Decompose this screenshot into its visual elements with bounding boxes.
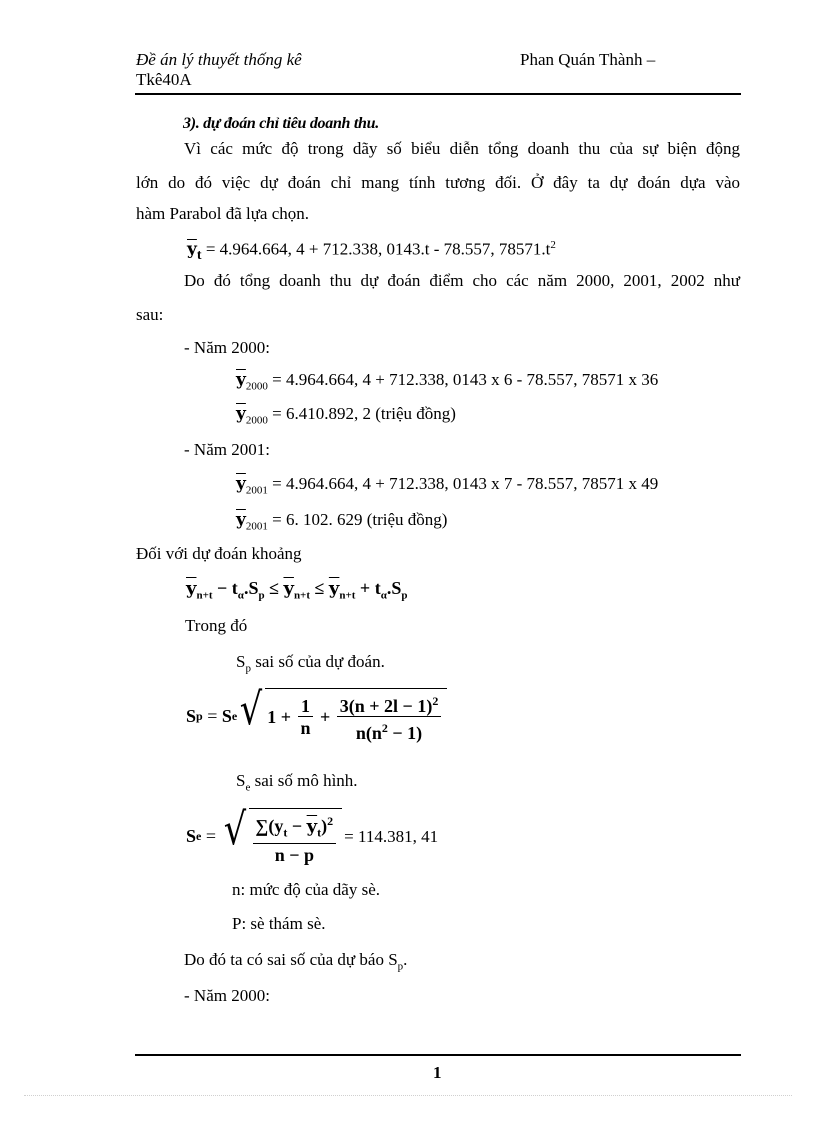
para1-line2: lớn do đó việc dự đoán chỉ mang tính tương đối. Ở đây ta dự đoán dựa vào	[136, 173, 740, 192]
para2-line1: Do đó tổng doanh thu dự đoán điểm cho các năm 2000, 2001, 2002 như	[184, 271, 740, 290]
formula-sp: S p = S e √ 1 + $\frac{1}{n}$ + $\frac{3(n + 2l - 1)^2}{n(n^2 - 1)}$	[186, 688, 447, 744]
header-class: Tkê40A	[136, 70, 192, 89]
sqrt-sign: √ 1 + $\frac{1}{n}$ + $\frac{3(n + 2l - 1)^2}{n(n^2 - 1)}$	[237, 688, 447, 744]
se-description: $S_e$ sai số mô hình.	[236, 771, 358, 794]
interval-formula: $\overline{y}_{n+t} - t_\alpha.S_p \le \overline{y}_{n+t} \le \overline{y}_{n+t} + t_\alpha.S_p$	[186, 578, 408, 602]
conclusion: Do đó ta có sai số của dự báo $S_p$.	[184, 950, 408, 973]
n-description: n: mức độ của dãy sè.	[232, 880, 381, 899]
trong-do: Trong đó	[185, 616, 248, 635]
year2001-eq1: $\overline{y}_{2001} = 4.964.664$, 4 + 712.338, 0143 x 7 - 78.557, 78571 x 49	[236, 474, 659, 497]
year2000-eq1: $\overline{y}_{2000} = 4.964.664$, 4 + 712.338, 0143 x 6 - 78.557, 78571 x 36	[236, 370, 659, 393]
formula-se: S e = √ $\frac{\sum(y_t - \overline{y}_t)^2}{n - p}$ = 114.381, 41	[186, 804, 439, 865]
para1-line3: hàm Parabol đã lựa chọn.	[136, 204, 310, 223]
para2-line2: sau:	[136, 305, 164, 324]
section-heading: 3). dự đoán chỉ tiêu doanh thu.	[183, 115, 379, 132]
year2000-label: - Năm 2000:	[184, 338, 270, 357]
formula-trend: $\overline{y}_t = 4.964.664$, 4 + 712.338, 0143.t - 78.557, $78571.t^2$	[187, 239, 556, 264]
page-edge-dots	[24, 1095, 792, 1096]
year2001-eq2: $\overline{y}_{2001} = 6$. 102. 629 (triệu đồng)	[236, 510, 448, 533]
year2000-eq2: $\overline{y}_{2000} = 6.410.892$, 2 (triệu đồng)	[236, 404, 456, 427]
header-author: Phan Quán Thành –	[520, 50, 656, 69]
year2000-label-b: - Năm 2000:	[184, 986, 270, 1005]
page-number: 1	[433, 1063, 442, 1082]
year2001-label: - Năm 2001:	[184, 440, 270, 459]
footer-rule	[135, 1054, 741, 1056]
trend-y: $\overline{y}$	[187, 239, 197, 260]
header-rule	[135, 93, 741, 95]
para1-line1: Vì các mức độ trong dãy số biểu diễn tổng doanh thu của sự biện động	[184, 139, 740, 158]
interval-heading: Đối với dự đoán khoảng	[136, 544, 302, 563]
sqrt-sign-se: √ $\frac{\sum(y_t - \overline{y}_t)^2}{n - p}$	[221, 808, 343, 866]
header-title: Đề án lý thuyết thống kê	[136, 50, 302, 69]
p-description: P: sè thám sè.	[232, 914, 326, 933]
sp-description: $S_p$ sai số của dự đoán.	[236, 652, 385, 675]
